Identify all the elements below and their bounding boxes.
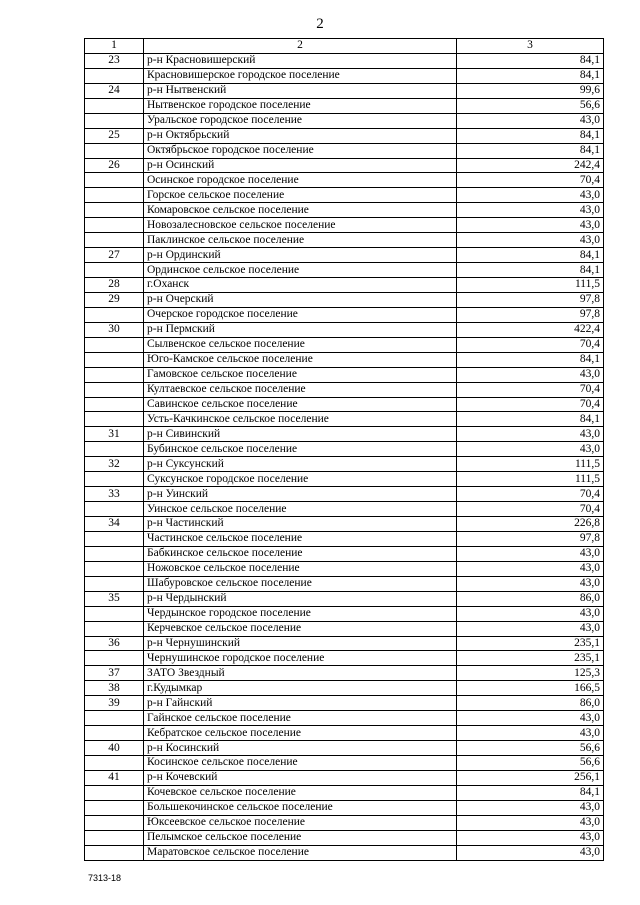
territory-name-cell: Очерское городское поселение [144, 307, 457, 322]
territory-name-cell: р-н Уинский [144, 487, 457, 502]
row-number-cell: 24 [85, 83, 144, 98]
row-number-cell: 25 [85, 128, 144, 143]
document-code: 7313-18 [88, 873, 122, 883]
row-number-cell [85, 173, 144, 188]
table-row [85, 591, 604, 606]
amount-cell: 43,0 [457, 233, 604, 248]
amount-cell: 256,1 [457, 770, 604, 785]
table-row [85, 382, 604, 397]
amount-cell: 84,1 [457, 412, 604, 427]
table-row [85, 322, 604, 337]
row-number-cell [85, 367, 144, 382]
territory-name-cell: Керчевское сельское поселение [144, 621, 457, 636]
table-row [85, 531, 604, 546]
column-header-3: 3 [457, 39, 604, 54]
amount-cell: 43,0 [457, 367, 604, 382]
table-row [85, 173, 604, 188]
table-row [85, 621, 604, 636]
row-number-cell [85, 143, 144, 158]
amount-cell: 70,4 [457, 382, 604, 397]
table-row [85, 472, 604, 487]
table-row [85, 487, 604, 502]
amount-cell: 43,0 [457, 561, 604, 576]
table-row [85, 233, 604, 248]
amount-cell: 43,0 [457, 726, 604, 741]
amount-cell: 43,0 [457, 621, 604, 636]
row-number-cell [85, 815, 144, 830]
table-row [85, 427, 604, 442]
column-header-1: 1 [85, 39, 144, 54]
territory-name-cell: Комаровское сельское поселение [144, 203, 457, 218]
territory-name-cell: Кебратское сельское поселение [144, 726, 457, 741]
table-row [85, 651, 604, 666]
amount-cell: 84,1 [457, 352, 604, 367]
amount-cell: 43,0 [457, 606, 604, 621]
amount-cell: 111,5 [457, 472, 604, 487]
table-row [85, 397, 604, 412]
table-row [85, 576, 604, 591]
column-header-2: 2 [144, 39, 457, 54]
row-number-cell: 38 [85, 681, 144, 696]
territory-name-cell: р-н Сивинский [144, 427, 457, 442]
row-number-cell [85, 382, 144, 397]
amount-cell: 70,4 [457, 487, 604, 502]
territory-name-cell: р-н Чердынский [144, 591, 457, 606]
territory-name-cell: Савинское сельское поселение [144, 397, 457, 412]
amount-cell: 43,0 [457, 427, 604, 442]
table-row [85, 770, 604, 785]
amount-cell: 97,8 [457, 531, 604, 546]
row-number-cell [85, 397, 144, 412]
table-row [85, 681, 604, 696]
row-number-cell [85, 531, 144, 546]
amount-cell: 56,6 [457, 98, 604, 113]
territory-name-cell: Новозалесновское сельское поселение [144, 218, 457, 233]
amount-cell: 84,1 [457, 53, 604, 68]
territory-name-cell: р-н Красновишерский [144, 53, 457, 68]
amount-cell: 43,0 [457, 203, 604, 218]
amount-cell: 43,0 [457, 815, 604, 830]
row-number-cell: 32 [85, 457, 144, 472]
territory-name-cell: р-н Частинский [144, 517, 457, 532]
amount-cell: 97,8 [457, 292, 604, 307]
row-number-cell: 40 [85, 741, 144, 756]
territory-name-cell: Уральское городское поселение [144, 113, 457, 128]
table-row [85, 502, 604, 517]
table-row [85, 307, 604, 322]
row-number-cell [85, 233, 144, 248]
table-row [85, 845, 604, 860]
territory-name-cell: Юксеевское сельское поселение [144, 815, 457, 830]
row-number-cell: 27 [85, 248, 144, 263]
amount-cell: 84,1 [457, 128, 604, 143]
row-number-cell [85, 113, 144, 128]
table-row [85, 636, 604, 651]
row-number-cell [85, 472, 144, 487]
row-number-cell [85, 442, 144, 457]
amount-cell: 84,1 [457, 248, 604, 263]
row-number-cell [85, 68, 144, 83]
row-number-cell: 36 [85, 636, 144, 651]
table-row [85, 68, 604, 83]
amount-cell: 97,8 [457, 307, 604, 322]
amount-cell: 422,4 [457, 322, 604, 337]
row-number-cell [85, 412, 144, 427]
allocation-table [84, 38, 604, 861]
row-number-cell [85, 203, 144, 218]
row-number-cell: 39 [85, 696, 144, 711]
amount-cell: 86,0 [457, 591, 604, 606]
territory-name-cell: Сылвенское сельское поселение [144, 337, 457, 352]
row-number-cell: 34 [85, 517, 144, 532]
amount-cell: 56,6 [457, 756, 604, 771]
row-number-cell [85, 546, 144, 561]
territory-name-cell: р-н Очерский [144, 292, 457, 307]
amount-cell: 99,6 [457, 83, 604, 98]
amount-cell: 86,0 [457, 696, 604, 711]
territory-name-cell: р-н Косинский [144, 741, 457, 756]
table-row [85, 352, 604, 367]
amount-cell: 84,1 [457, 263, 604, 278]
row-number-cell [85, 800, 144, 815]
territory-name-cell: Ординское сельское поселение [144, 263, 457, 278]
row-number-cell [85, 785, 144, 800]
territory-name-cell: Нытвенское городское поселение [144, 98, 457, 113]
table-row [85, 830, 604, 845]
row-number-cell [85, 263, 144, 278]
table-row [85, 666, 604, 681]
amount-cell: 43,0 [457, 800, 604, 815]
territory-name-cell: г.Оханск [144, 278, 457, 293]
amount-cell: 43,0 [457, 576, 604, 591]
amount-cell: 43,0 [457, 845, 604, 860]
territory-name-cell: Гамовское сельское поселение [144, 367, 457, 382]
row-number-cell [85, 561, 144, 576]
territory-name-cell: р-н Осинский [144, 158, 457, 173]
row-number-cell [85, 606, 144, 621]
table-row [85, 800, 604, 815]
table-row [85, 442, 604, 457]
row-number-cell [85, 307, 144, 322]
amount-cell: 84,1 [457, 68, 604, 83]
territory-name-cell: Юго-Камское сельское поселение [144, 352, 457, 367]
territory-name-cell: р-н Ординский [144, 248, 457, 263]
table-header-row [85, 39, 604, 54]
territory-name-cell: Большекочинское сельское поселение [144, 800, 457, 815]
row-number-cell: 33 [85, 487, 144, 502]
row-number-cell: 26 [85, 158, 144, 173]
territory-name-cell: р-н Пермский [144, 322, 457, 337]
table-row [85, 696, 604, 711]
territory-name-cell: Косинское сельское поселение [144, 756, 457, 771]
row-number-cell [85, 726, 144, 741]
territory-name-cell: Частинское сельское поселение [144, 531, 457, 546]
amount-cell: 242,4 [457, 158, 604, 173]
territory-name-cell: Гайнское сельское поселение [144, 711, 457, 726]
territory-name-cell: Култаевское сельское поселение [144, 382, 457, 397]
row-number-cell [85, 502, 144, 517]
row-number-cell [85, 576, 144, 591]
territory-name-cell: Кочевское сельское поселение [144, 785, 457, 800]
row-number-cell [85, 711, 144, 726]
amount-cell: 84,1 [457, 785, 604, 800]
amount-cell: 70,4 [457, 337, 604, 352]
territory-name-cell: Маратовское сельское поселение [144, 845, 457, 860]
amount-cell: 235,1 [457, 651, 604, 666]
amount-cell: 111,5 [457, 457, 604, 472]
amount-cell: 235,1 [457, 636, 604, 651]
territory-name-cell: Ножовское сельское поселение [144, 561, 457, 576]
row-number-cell: 28 [85, 278, 144, 293]
amount-cell: 226,8 [457, 517, 604, 532]
table-row [85, 128, 604, 143]
table-row [85, 457, 604, 472]
table-row [85, 606, 604, 621]
amount-cell: 84,1 [457, 143, 604, 158]
row-number-cell: 35 [85, 591, 144, 606]
amount-cell: 125,3 [457, 666, 604, 681]
territory-name-cell: Шабуровское сельское поселение [144, 576, 457, 591]
territory-name-cell: Бабкинское сельское поселение [144, 546, 457, 561]
territory-name-cell: р-н Суксунский [144, 457, 457, 472]
amount-cell: 43,0 [457, 113, 604, 128]
table-row [85, 756, 604, 771]
table-row [85, 785, 604, 800]
table-row [85, 158, 604, 173]
amount-cell: 43,0 [457, 830, 604, 845]
table-row [85, 367, 604, 382]
table-row [85, 726, 604, 741]
row-number-cell: 31 [85, 427, 144, 442]
territory-name-cell: Чердынское городское поселение [144, 606, 457, 621]
amount-cell: 70,4 [457, 173, 604, 188]
territory-name-cell: р-н Нытвенский [144, 83, 457, 98]
territory-name-cell: г.Кудымкар [144, 681, 457, 696]
amount-cell: 111,5 [457, 278, 604, 293]
row-number-cell [85, 830, 144, 845]
territory-name-cell: р-н Гайнский [144, 696, 457, 711]
row-number-cell [85, 98, 144, 113]
amount-cell: 43,0 [457, 546, 604, 561]
table-row [85, 203, 604, 218]
row-number-cell [85, 352, 144, 367]
amount-cell: 70,4 [457, 397, 604, 412]
table-row [85, 143, 604, 158]
territory-name-cell: р-н Чернушинский [144, 636, 457, 651]
table-row [85, 412, 604, 427]
table-row [85, 263, 604, 278]
amount-cell: 43,0 [457, 218, 604, 233]
table-row [85, 546, 604, 561]
row-number-cell [85, 188, 144, 203]
table-row [85, 83, 604, 98]
table-body [85, 39, 604, 861]
territory-name-cell: Осинское городское поселение [144, 173, 457, 188]
territory-name-cell: Паклинское сельское поселение [144, 233, 457, 248]
territory-name-cell: Бубинское сельское поселение [144, 442, 457, 457]
territory-name-cell: Октябрьское городское поселение [144, 143, 457, 158]
row-number-cell: 30 [85, 322, 144, 337]
table-row [85, 278, 604, 293]
row-number-cell: 23 [85, 53, 144, 68]
amount-cell: 43,0 [457, 188, 604, 203]
row-number-cell: 37 [85, 666, 144, 681]
territory-name-cell: Усть-Качкинское сельское поселение [144, 412, 457, 427]
page-number: 2 [316, 16, 324, 32]
table-row [85, 337, 604, 352]
table-row [85, 292, 604, 307]
table-row [85, 741, 604, 756]
amount-cell: 166,5 [457, 681, 604, 696]
row-number-cell: 29 [85, 292, 144, 307]
table-row [85, 188, 604, 203]
table-row [85, 517, 604, 532]
territory-name-cell: Пелымское сельское поселение [144, 830, 457, 845]
row-number-cell [85, 651, 144, 666]
table-row [85, 815, 604, 830]
territory-name-cell: Горское сельское поселение [144, 188, 457, 203]
table-row [85, 53, 604, 68]
table-row [85, 561, 604, 576]
table-row [85, 711, 604, 726]
territory-name-cell: р-н Октябрьский [144, 128, 457, 143]
territory-name-cell: Уинское сельское поселение [144, 502, 457, 517]
territory-name-cell: Чернушинское городское поселение [144, 651, 457, 666]
table-row [85, 248, 604, 263]
territory-name-cell: Суксунское городское поселение [144, 472, 457, 487]
row-number-cell [85, 845, 144, 860]
row-number-cell [85, 337, 144, 352]
amount-cell: 56,6 [457, 741, 604, 756]
row-number-cell [85, 621, 144, 636]
amount-cell: 43,0 [457, 711, 604, 726]
territory-name-cell: Красновишерское городское поселение [144, 68, 457, 83]
row-number-cell: 41 [85, 770, 144, 785]
row-number-cell [85, 218, 144, 233]
territory-name-cell: ЗАТО Звездный [144, 666, 457, 681]
territory-name-cell: р-н Кочевский [144, 770, 457, 785]
row-number-cell [85, 756, 144, 771]
table-row [85, 98, 604, 113]
amount-cell: 43,0 [457, 442, 604, 457]
table-row [85, 113, 604, 128]
amount-cell: 70,4 [457, 502, 604, 517]
table-row [85, 218, 604, 233]
